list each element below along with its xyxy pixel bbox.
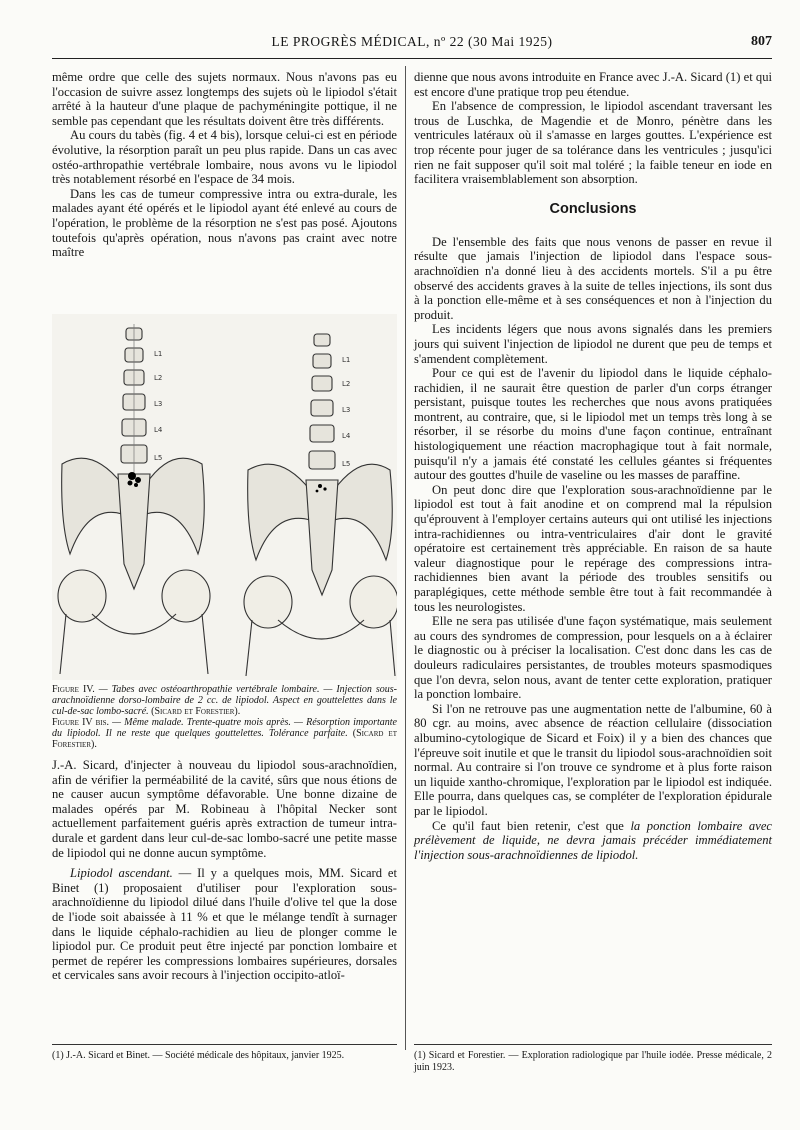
page-number: 807 (751, 34, 772, 49)
paragraph: Au cours du tabès (fig. 4 et 4 bis), lorsque celui-ci est en période évolutive, la résorption paraît un peu plus rapide. Dans un cas avec ostéo-arthropathie vertébrale lombaire, nous avons vu le lipiodol très notablement résorbé en l'espace de 34 mois. (52, 128, 397, 187)
header-rule (52, 58, 772, 59)
figure-caption (52, 684, 397, 750)
left-column-top (52, 70, 397, 260)
vertebra-label: L3 (154, 400, 163, 408)
paragraph-ascendant (52, 866, 397, 983)
figure-label: Figure IV. (52, 684, 95, 695)
running-title: LE PROGRÈS MÉDICAL, nº 22 (30 Mai 1925) (271, 34, 553, 49)
running-header (52, 34, 772, 54)
caption-text: — Même malade. Trente-quatre mois après. — Résorption importante du lipiodol. Il ne reste que quelques gouttelettes. Tolérance parfaite. (52, 717, 397, 739)
left-column-lower (52, 758, 397, 983)
paragraph: On peut donc dire que l'exploration sous-arachnoïdienne par le lipiodol est tout à fait anodine et on comprend mal la répulsion qu'éprouvent à l'employer certains auteurs qui ont utilisé les injections intra-rachidiennes ou intra-ventriculaires d'air dont le gravité opératoire est certainement très appréciable. En raison de sa haute valeur diagnostique pour le repérage des compressions intra-rachidiennes bien avant la période des troubles sensitifs ou paraplégiques, cette méthode semble être tout à fait recommandée à tous les neurologistes. (414, 482, 772, 614)
vertebra-label: L1 (154, 350, 163, 358)
vertebra-label: L2 (154, 374, 163, 382)
paragraph: Les incidents légers que nous avons signalés dans les premiers jours qui suivent l'injection de lipiodol ne durent que peu de temps et s'amendent complètement. (414, 322, 772, 366)
paragraph-text: Ce qu'il faut bien retenir, c'est que (432, 818, 631, 833)
paragraph: En l'absence de compression, le lipiodol ascendant traversant les trous de Luschka, de Magendie et de Monro, pénètre dans les ventricules latéraux où il s'amasse en larges gouttes. L'expérience est trop récente pour juger de sa tolérance dans les ventricules ; jusqu'ici rien ne fait supposer qu'il soit mal toléré ; la faible teneur en iode en facilitera vraisemblablement son absorption. (414, 99, 772, 187)
vertebra-label: L4 (154, 426, 163, 434)
emphasis-text: la ponction lombaire avec prélèvement de liquide, ne devra jamais précéder immédiatement l'injection sous-arachnoïdiennes de lipiodol. (414, 818, 772, 862)
paragraph: Elle ne sera pas utilisée d'une façon systématique, mais seulement au cours des syndromes de compression, pour lesquels on a à éclairer le diagnostic ou à préciser la localisation. C'est donc dans les cas de douleurs radiculaires persistantes, de troubles moteurs spasmodiques que l'on devra, selon nous, avant de tenter cette exploration, pratiquer la ponction lombaire. (414, 614, 772, 702)
paragraph: Dans les cas de tumeur compressive intra ou extra-durale, les malades ayant été opérés et le lipiodol ayant été enlevé au cours de l'opération, le problème de la résorption ne s'est pas posé. Ajoutons toutefois qu'après opération, nous n'avons pas craint avec notre maître (52, 186, 397, 260)
paragraph-final (414, 819, 772, 863)
footnote-rule (52, 1044, 397, 1045)
section-heading: Conclusions (549, 200, 637, 217)
column-divider (405, 66, 406, 1050)
paragraph: dienne que nous avons introduite en France avec J.-A. Sicard (1) et qui est encore d'une pratique trop peu étendue. (414, 70, 772, 99)
vertebra-label: L5 (342, 460, 351, 468)
vertebra-label: L5 (154, 454, 163, 462)
vertebra-label: L1 (342, 356, 351, 364)
footnote-rule (414, 1044, 772, 1045)
figure-label: Figure IV bis. (52, 717, 109, 728)
vertebra-label: L3 (342, 406, 351, 414)
right-column (414, 70, 772, 862)
footnote-left: (1) J.-A. Sicard et Binet. — Société médicale des hôpitaux, janvier 1925. (52, 1050, 345, 1061)
paragraph: De l'ensemble des faits que nous venons de passer en revue il résulte que jamais l'injection de lipiodol dans l'espace sous-arachnoïdien n'a donné lieu à des accidents mortels. S'il a pu être observé des accidents graves à la suite de telles injections, ils sont dus à la ponction elle-même et à ses conséquences et non à l'injection du produit. (414, 234, 772, 322)
radiograph-figure (52, 314, 397, 680)
paragraph: Pour ce qui est de l'avenir du lipiodol dans le liquide céphalo-rachidien, il ne saurait être question de parler d'un corps étranger persistant, puisque toutes les recherches que nous avons pratiquées montrent, au contraire, que, si le lipiodol met un temps très long à se résorber, il se résorbe du moins d'une façon continue, entraînant histologiquement une réaction macrophagique tout à fait normale, puisqu'il n'y a jamais été constaté les cellules géantes si fréquentes autour des gouttes d'huile de vaseline ou les masses de paraffine. (414, 366, 772, 483)
paragraph: Si l'on ne retrouve pas une augmentation nette de l'albumine, 60 à 80 cgr. au moins, avec absence de réaction cellulaire (dissociation albumino-cytologique de Sicard et Foix) il y a bien des chances que l'épreuve soit inutile et que le transit du lipiodol sous-arachnoïdien soit normal. Au contraire si l'on trouve ce syndrome et à plus forte raison un liquide xantho-chromique, l'exploration par le lipiodol est indiquée. Elle pourra, dans quelques cas, se compléter de l'exploration épidurale par le lipiodol. (414, 701, 772, 818)
paragraph: J.-A. Sicard, d'injecter à nouveau du lipiodol sous-arachnoïdien, afin de vérifier la perméabilité de la cavité, sûrs que nous étions de ne causer aucun symptôme défavorable. Une bonne dizaine de malades opérés par M. Robineau à l'hôpital Necker sont actuellement parfaitement guéris après extraction de tumeur intra-durale et gardent dans leur cul-de-sac lombo-sacré une petite masse de lipiodol qui ne donne aucun symptôme. (52, 758, 397, 860)
paragraph: même ordre que celle des sujets normaux. Nous n'avons pas eu l'occasion de suivre assez longtemps des sujets où le lipiodol s'était arrêté à la hauteur d'une plaque de pachyméningite pottique, il ne semble pas cependant que les résultats doivent être très différents. (52, 70, 397, 128)
caption-credit: (Sicard et Forestier). (151, 706, 241, 717)
caption-text: — Tabes avec ostéoarthropathie vertébrale lombaire. — Injection sous-arachnoïdienne dorso-lombaire de 2 cc. de lipiodol. Aspect en gouttelettes dans le cul-de-sac lombo-sacré. (52, 684, 397, 717)
section-lead: Lipiodol ascendant. (70, 866, 173, 881)
vertebra-label: L4 (342, 432, 351, 440)
vertebra-label: L2 (342, 380, 351, 388)
paragraph-text: — Il y a quelques mois, MM. Sicard et Binet (1) proposaient d'utiliser pour l'exploration sous-arachnoïdienne du lipiodol dilué dans l'huile d'olive tel que la dose de l'iode soit abaissée à 11 % et que le mélange tendît à surnager dans le liquide céphalo-rachidien au lieu de plonger comme le lipiodol pur. Ce produit peut être injecté par ponction lombaire et permet de repérer les compressions lombaires supérieures, dorsales et cervicales sans avoir recours à l'injection occipito-atloï- (52, 866, 397, 983)
footnote-right: (1) Sicard et Forestier. — Exploration radiologique par l'huile iodée. Presse médicale, 2 juin 1923. (414, 1050, 772, 1073)
caption-credit: (Sicard et Forestier). (52, 728, 397, 750)
radiograph-drawing (52, 314, 397, 680)
